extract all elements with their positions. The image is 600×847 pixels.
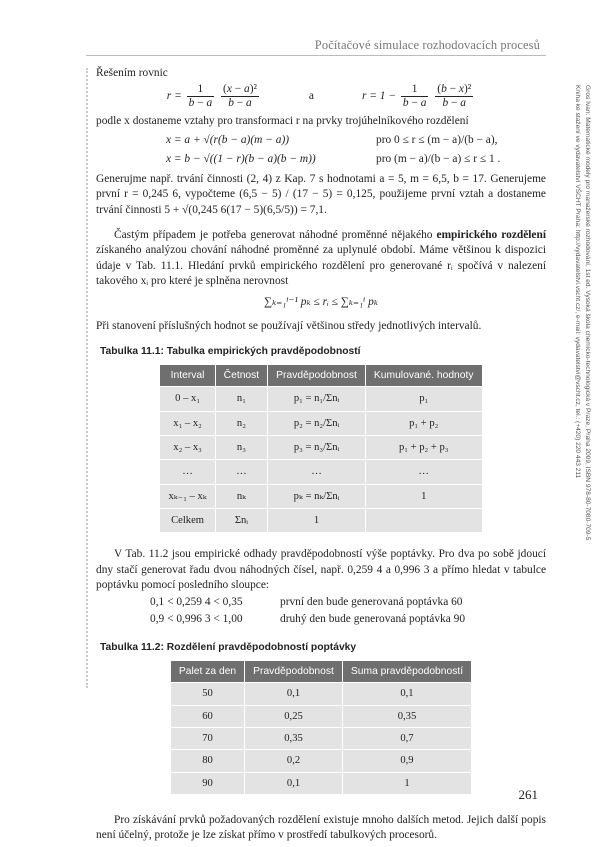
table-row	[160, 508, 482, 532]
table-row	[170, 750, 471, 772]
condition-inequality: 0,9 < 0,996 3 < 1,00	[150, 613, 243, 626]
table-cell: x₂ – x₃	[160, 436, 215, 460]
condition-row	[150, 612, 546, 627]
paragraph-other-methods: Pro získávání prvků požadovaných rozdělení existuje mnoho dalších metod. Jejich další popis není účelný, protože je lze získat přímo v prostředí tabulkových procesorů.	[96, 813, 546, 842]
table1-header-row	[160, 365, 482, 387]
transform-formula-2: x = b − √((1 − r)(b − a)(b − m))	[166, 152, 316, 165]
condition-list	[96, 595, 546, 628]
header-rule	[86, 55, 546, 56]
table-cell: p₁ + p₂ + p₃	[365, 436, 482, 460]
condition-text: druhý den bude generovaná poptávka 90	[280, 613, 466, 626]
side-citation-text	[572, 85, 592, 540]
table-cell: 1	[365, 484, 482, 508]
table-cell: 0,35	[245, 727, 343, 749]
table2-header-row	[170, 661, 471, 683]
transform-row-2	[166, 152, 546, 167]
table1-caption: Tabulka 11.1: Tabulka empirických pravděpodobností	[100, 345, 361, 357]
table-cell: x₁ – x₂	[160, 411, 215, 435]
equation-pair	[96, 83, 546, 110]
paragraph-empirical	[96, 228, 546, 289]
equation-left	[167, 83, 261, 110]
eq-right-lhs: r = 1 −	[361, 90, 397, 103]
table-cell: p₁ + p₂	[365, 411, 482, 435]
table2-header-cell: Palet za den	[170, 661, 244, 683]
table-cell: 1	[268, 508, 366, 532]
table-cell	[365, 508, 482, 532]
table-cell: 0,1	[245, 772, 343, 794]
table-cell: 0,7	[342, 727, 471, 749]
table2-header-cell: Suma pravděpodobností	[342, 661, 471, 683]
table-row	[160, 484, 482, 508]
table-row	[160, 460, 482, 484]
condition-row	[150, 595, 546, 610]
table-cell: n₃	[215, 436, 268, 460]
equation-right	[362, 83, 475, 110]
table-cell: p₃ = n₃/Σnᵢ	[268, 436, 366, 460]
table-cell: p₁ = n₁/Σnᵢ	[268, 387, 366, 411]
table-cell: 0 – x₁	[160, 387, 215, 411]
fraction: $\frac{\text{(b − x)²}}{b - a}$	[437, 83, 472, 110]
table-cell: Celkem	[160, 508, 215, 532]
empirical-text-c: získaného analýzou chování náhodné proměnné za uplynulé období. Máme většinou k dispozici údaje v Tab. 11.1. Hledání prvků empirického rozdělení pro generované rᵢ spočívá v nalezení takového xᵢ pro které je splněna nerovnost	[96, 244, 546, 287]
table-demand-distribution	[170, 660, 472, 795]
table1-header-cell: Pravděpodobnost	[268, 365, 366, 387]
fraction: $\frac{1}{b - a}$	[188, 83, 213, 110]
table-cell: 0,9	[342, 750, 471, 772]
table-cell: n₂	[215, 411, 268, 435]
margin-dotted-line	[86, 68, 88, 688]
condition-text: první den bude generovaná poptávka 60	[280, 596, 463, 609]
table1-header-cell: Kumulované. hodnoty	[365, 365, 482, 387]
table-cell: 0,1	[342, 683, 471, 705]
table-cell: 0,2	[245, 750, 343, 772]
empirical-text-a: Častým případem je potřeba generovat náhodné proměnné nějakého	[114, 229, 437, 242]
transform-condition-1: pro 0 ≤ r ≤ (m − a)/(b − a),	[376, 133, 498, 146]
table-cell: 50	[170, 683, 244, 705]
page-body	[96, 66, 546, 843]
table-cell: 60	[170, 705, 244, 727]
table-row	[160, 436, 482, 460]
table2-caption: Tabulka 11.2: Rozdělení pravděpodobností poptávky	[100, 641, 357, 653]
paragraph-midpoints: Při stanovení příslušných hodnot se používají většinou středy jednotlivých intervalů.	[96, 319, 482, 332]
table-cell: …	[365, 460, 482, 484]
table-empirical-probabilities	[159, 364, 482, 533]
table-row	[170, 727, 471, 749]
fraction: $\frac{1}{b - a}$	[402, 83, 427, 110]
table-cell: 80	[170, 750, 244, 772]
paragraph-intro: Řešením rovnic	[96, 67, 168, 79]
table-row	[160, 411, 482, 435]
page-number: 261	[518, 787, 538, 802]
table-cell: 70	[170, 727, 244, 749]
paragraph-example: Generujme např. trvání činnosti (2, 4) z Kap. 7 s hodnotami a = 5, m = 6,5, b = 17. Generujeme první r = 0,245 6, vypočteme (6,5 − 5) / (17 − 5) = 0,125, použijeme první vztah a dostaneme trvání činnosti 5 + √(0,245 6(17 − 5)(6,5/5)) = 7,1.	[96, 173, 546, 216]
table-cell: 0,35	[342, 705, 471, 727]
side-citation-line-2: Kniha ke stažení ve vydavatelství VŠCHT Praha: http://vydavatelstvi.vscht.cz/, e-mail: vydavatelstvi@vscht.cz, tel.: (+420) 220 443 211	[574, 85, 581, 479]
table1-header-cell: Interval	[160, 365, 215, 387]
table-cell: xₖ₋₁ – xₖ	[160, 484, 215, 508]
paragraph-transform: podle x dostaneme vztahy pro transformaci r na prvky trojúhelníkového rozdělení	[96, 115, 469, 128]
side-citation	[562, 85, 592, 605]
table1-header-cell: Četnost	[215, 365, 268, 387]
table-cell: 0,1	[245, 683, 343, 705]
table-cell: n₁	[215, 387, 268, 411]
empirical-term: empirického rozdělení	[436, 229, 546, 242]
condition-inequality: 0,1 < 0,259 4 < 0,35	[150, 596, 243, 609]
cumulative-inequality: ∑ₖ₌₁ⁱ⁻¹ pₖ ≤ rᵢ ≤ ∑ₖ₌₁ⁱ pₖ	[263, 296, 379, 309]
table2-header-cell: Pravděpodobnost	[245, 661, 343, 683]
equation-connector: a	[308, 90, 314, 103]
table-row	[170, 772, 471, 794]
fraction: $\frac{\text{(x − a)²}}{b - a}$	[223, 83, 257, 110]
table-cell: 0,25	[245, 705, 343, 727]
table-cell: 90	[170, 772, 244, 794]
transform-row-1	[166, 133, 546, 148]
transform-equations	[166, 133, 546, 168]
transform-condition-2: pro (m − a)/(b − a) ≤ r ≤ 1 .	[376, 152, 501, 165]
table-cell: 1	[342, 772, 471, 794]
table-cell: p₂ = n₂/Σnᵢ	[268, 411, 366, 435]
paragraph-demand: V Tab. 11.2 jsou empirické odhady pravděpodobností výše poptávky. Pro dva po sobě jdoucí dny stačí generovat řadu dvou náhodných čísel, např. 0,259 4 a 0,996 3 a přímo hledat v tabulce poptávku pomocí posledního sloupce:	[96, 548, 546, 591]
table-row	[170, 683, 471, 705]
table-cell: …	[160, 460, 215, 484]
table-cell: …	[215, 460, 268, 484]
transform-formula-1: x = a + √(r(b − a)(m − a))	[166, 133, 290, 146]
table-cell: pₖ = nₖ/Σnᵢ	[268, 484, 366, 508]
table-cell: Σnᵢ	[215, 508, 268, 532]
table-row	[160, 387, 482, 411]
side-citation-line-1: Gros Ivan: Matematické modely pro manažerské rozhodování, 1st ed. Vysoká škola chemicko-technologická v Praze, Praha 2009, ISBN 978-80-7080-709-5	[584, 85, 591, 541]
table-cell: p₁	[365, 387, 482, 411]
eq-left-lhs: r =	[166, 90, 182, 103]
table-cell: …	[268, 460, 366, 484]
table-row	[170, 705, 471, 727]
table-cell: nₖ	[215, 484, 268, 508]
running-header: Počítačové simulace rozhodovacích procesů	[314, 38, 540, 52]
